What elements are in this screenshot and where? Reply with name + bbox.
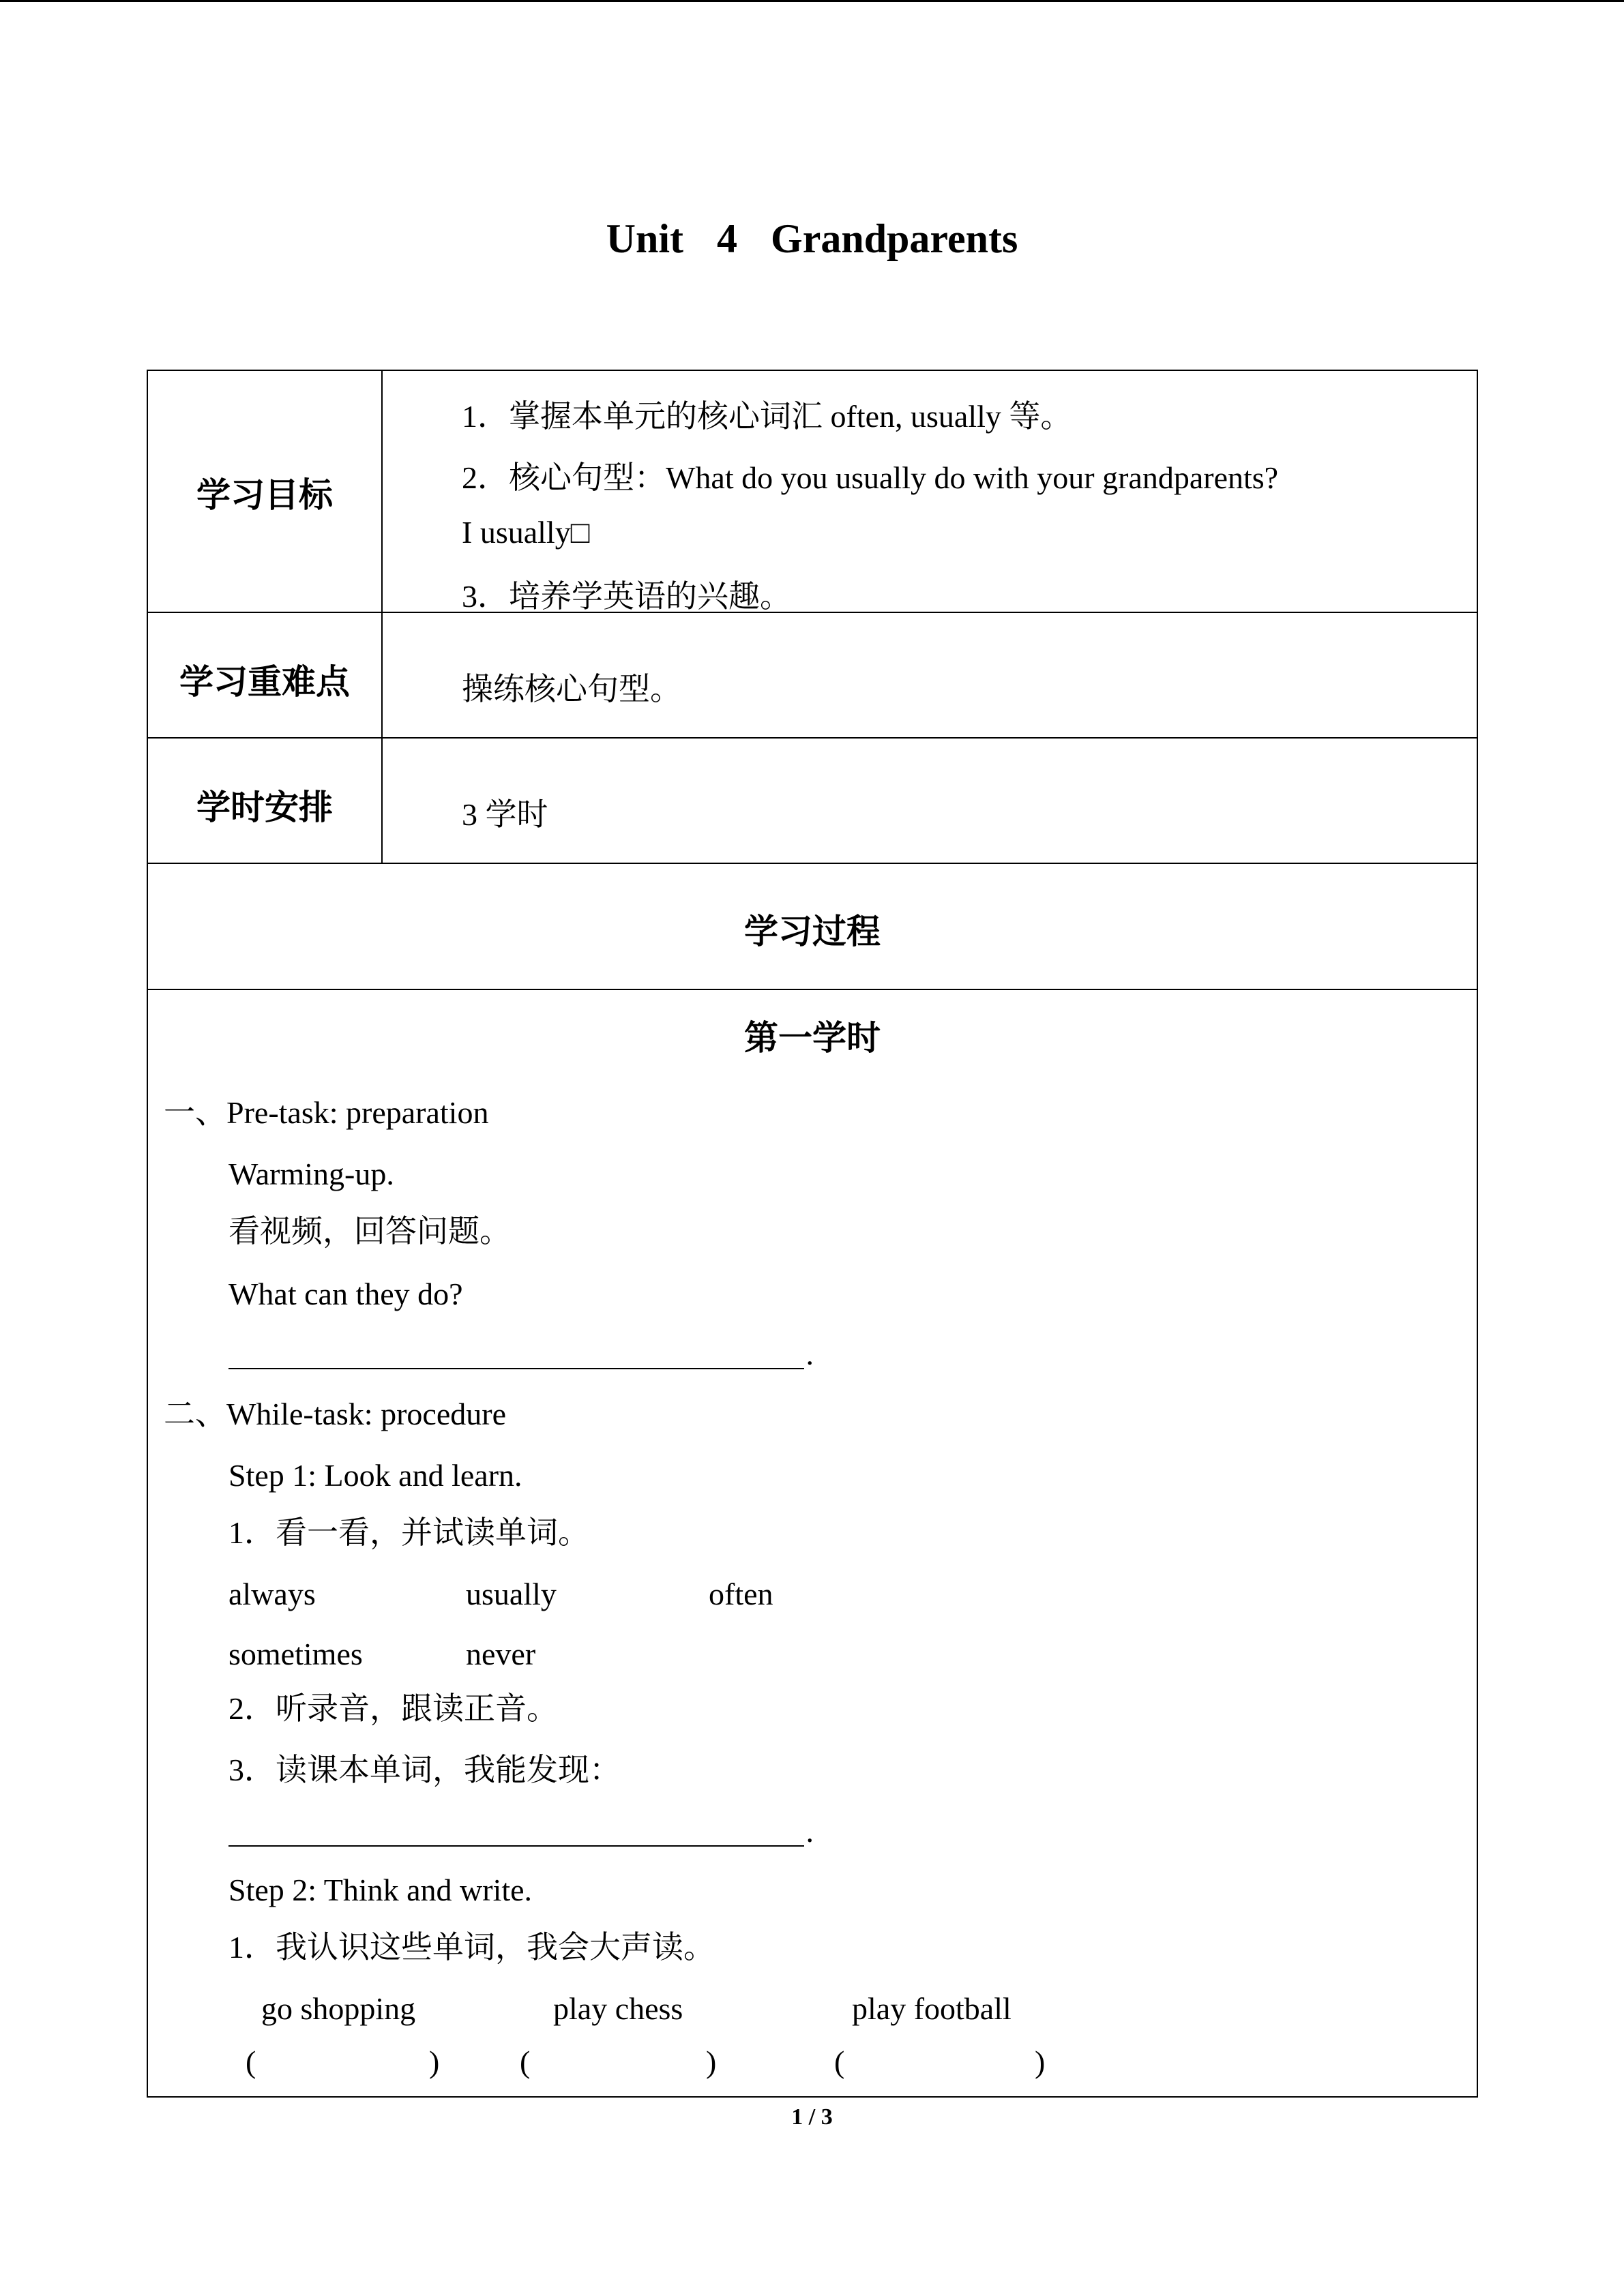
phrase-play-football: play football (852, 1991, 1012, 2026)
video-instruction: 看视频，回答问题。 (228, 1214, 511, 1249)
paren-open-2: ( (520, 2044, 531, 2079)
objective-line-3: I usually□ (462, 515, 590, 550)
lesson-plan-table (147, 370, 1478, 2098)
process-heading: 学习过程 (744, 912, 881, 951)
while-task-heading: 二、While-task: procedure (164, 1397, 506, 1431)
page-number: 1 / 3 (791, 2104, 833, 2130)
word-usually: usually (466, 1577, 557, 1611)
step2-item-1: 1．我认识这些单词，我会大声读。 (228, 1930, 715, 1965)
row-divider-4 (148, 989, 1477, 990)
page-title: Unit 4 Grandparents (606, 216, 1018, 261)
objective-line-1: 1．掌握本单元的核心词汇 often, usually 等。 (462, 399, 1072, 434)
step1-item-1: 1．看一看，并试读单词。 (228, 1515, 589, 1550)
phrase-play-chess: play chess (553, 1991, 683, 2026)
paren-open-1: ( (246, 2044, 256, 2079)
top-border-line (0, 0, 1624, 2)
step1-item-2: 2．听录音，跟读正音。 (228, 1691, 558, 1726)
pre-task-question: What can they do? (228, 1277, 463, 1311)
objective-line-2: 2．核心句型：What do you usually do with your grandparents? (462, 460, 1279, 495)
blank-period: . (806, 1814, 814, 1849)
answer-blank-1[interactable] (228, 1337, 814, 1371)
word-sometimes: sometimes (228, 1637, 363, 1671)
schedule-text: 3 学时 (462, 797, 548, 832)
answer-blank-2[interactable] (228, 1814, 814, 1849)
label-column-divider (381, 371, 383, 864)
paren-open-3: ( (834, 2044, 845, 2079)
step1-item-3: 3．读课本单词，我能发现： (228, 1753, 621, 1787)
paren-close-3: ) (1035, 2044, 1046, 2079)
lesson-heading: 第一学时 (744, 1018, 881, 1058)
objective-line-4: 3．培养学英语的兴趣。 (462, 579, 791, 614)
row-divider-2 (148, 737, 1477, 739)
word-never: never (466, 1637, 536, 1671)
schedule-label: 学时安排 (196, 788, 333, 827)
step2-title: Step 2: Think and write. (228, 1873, 533, 1907)
pre-task-heading: 一、Pre-task: preparation (164, 1095, 489, 1130)
step1-title: Step 1: Look and learn. (228, 1458, 522, 1493)
warming-up-text: Warming-up. (228, 1157, 394, 1191)
row-divider-3 (148, 863, 1477, 864)
difficulty-label: 学习重难点 (179, 662, 350, 702)
difficulty-text: 操练核心句型。 (462, 672, 681, 706)
row-divider-1 (148, 612, 1477, 613)
word-always: always (228, 1577, 316, 1611)
blank-period: . (806, 1337, 814, 1371)
phrase-go-shopping: go shopping (261, 1991, 416, 2026)
word-often: often (709, 1577, 773, 1611)
paren-close-2: ) (706, 2044, 717, 2079)
objectives-label: 学习目标 (196, 475, 333, 515)
paren-close-1: ) (429, 2044, 440, 2079)
